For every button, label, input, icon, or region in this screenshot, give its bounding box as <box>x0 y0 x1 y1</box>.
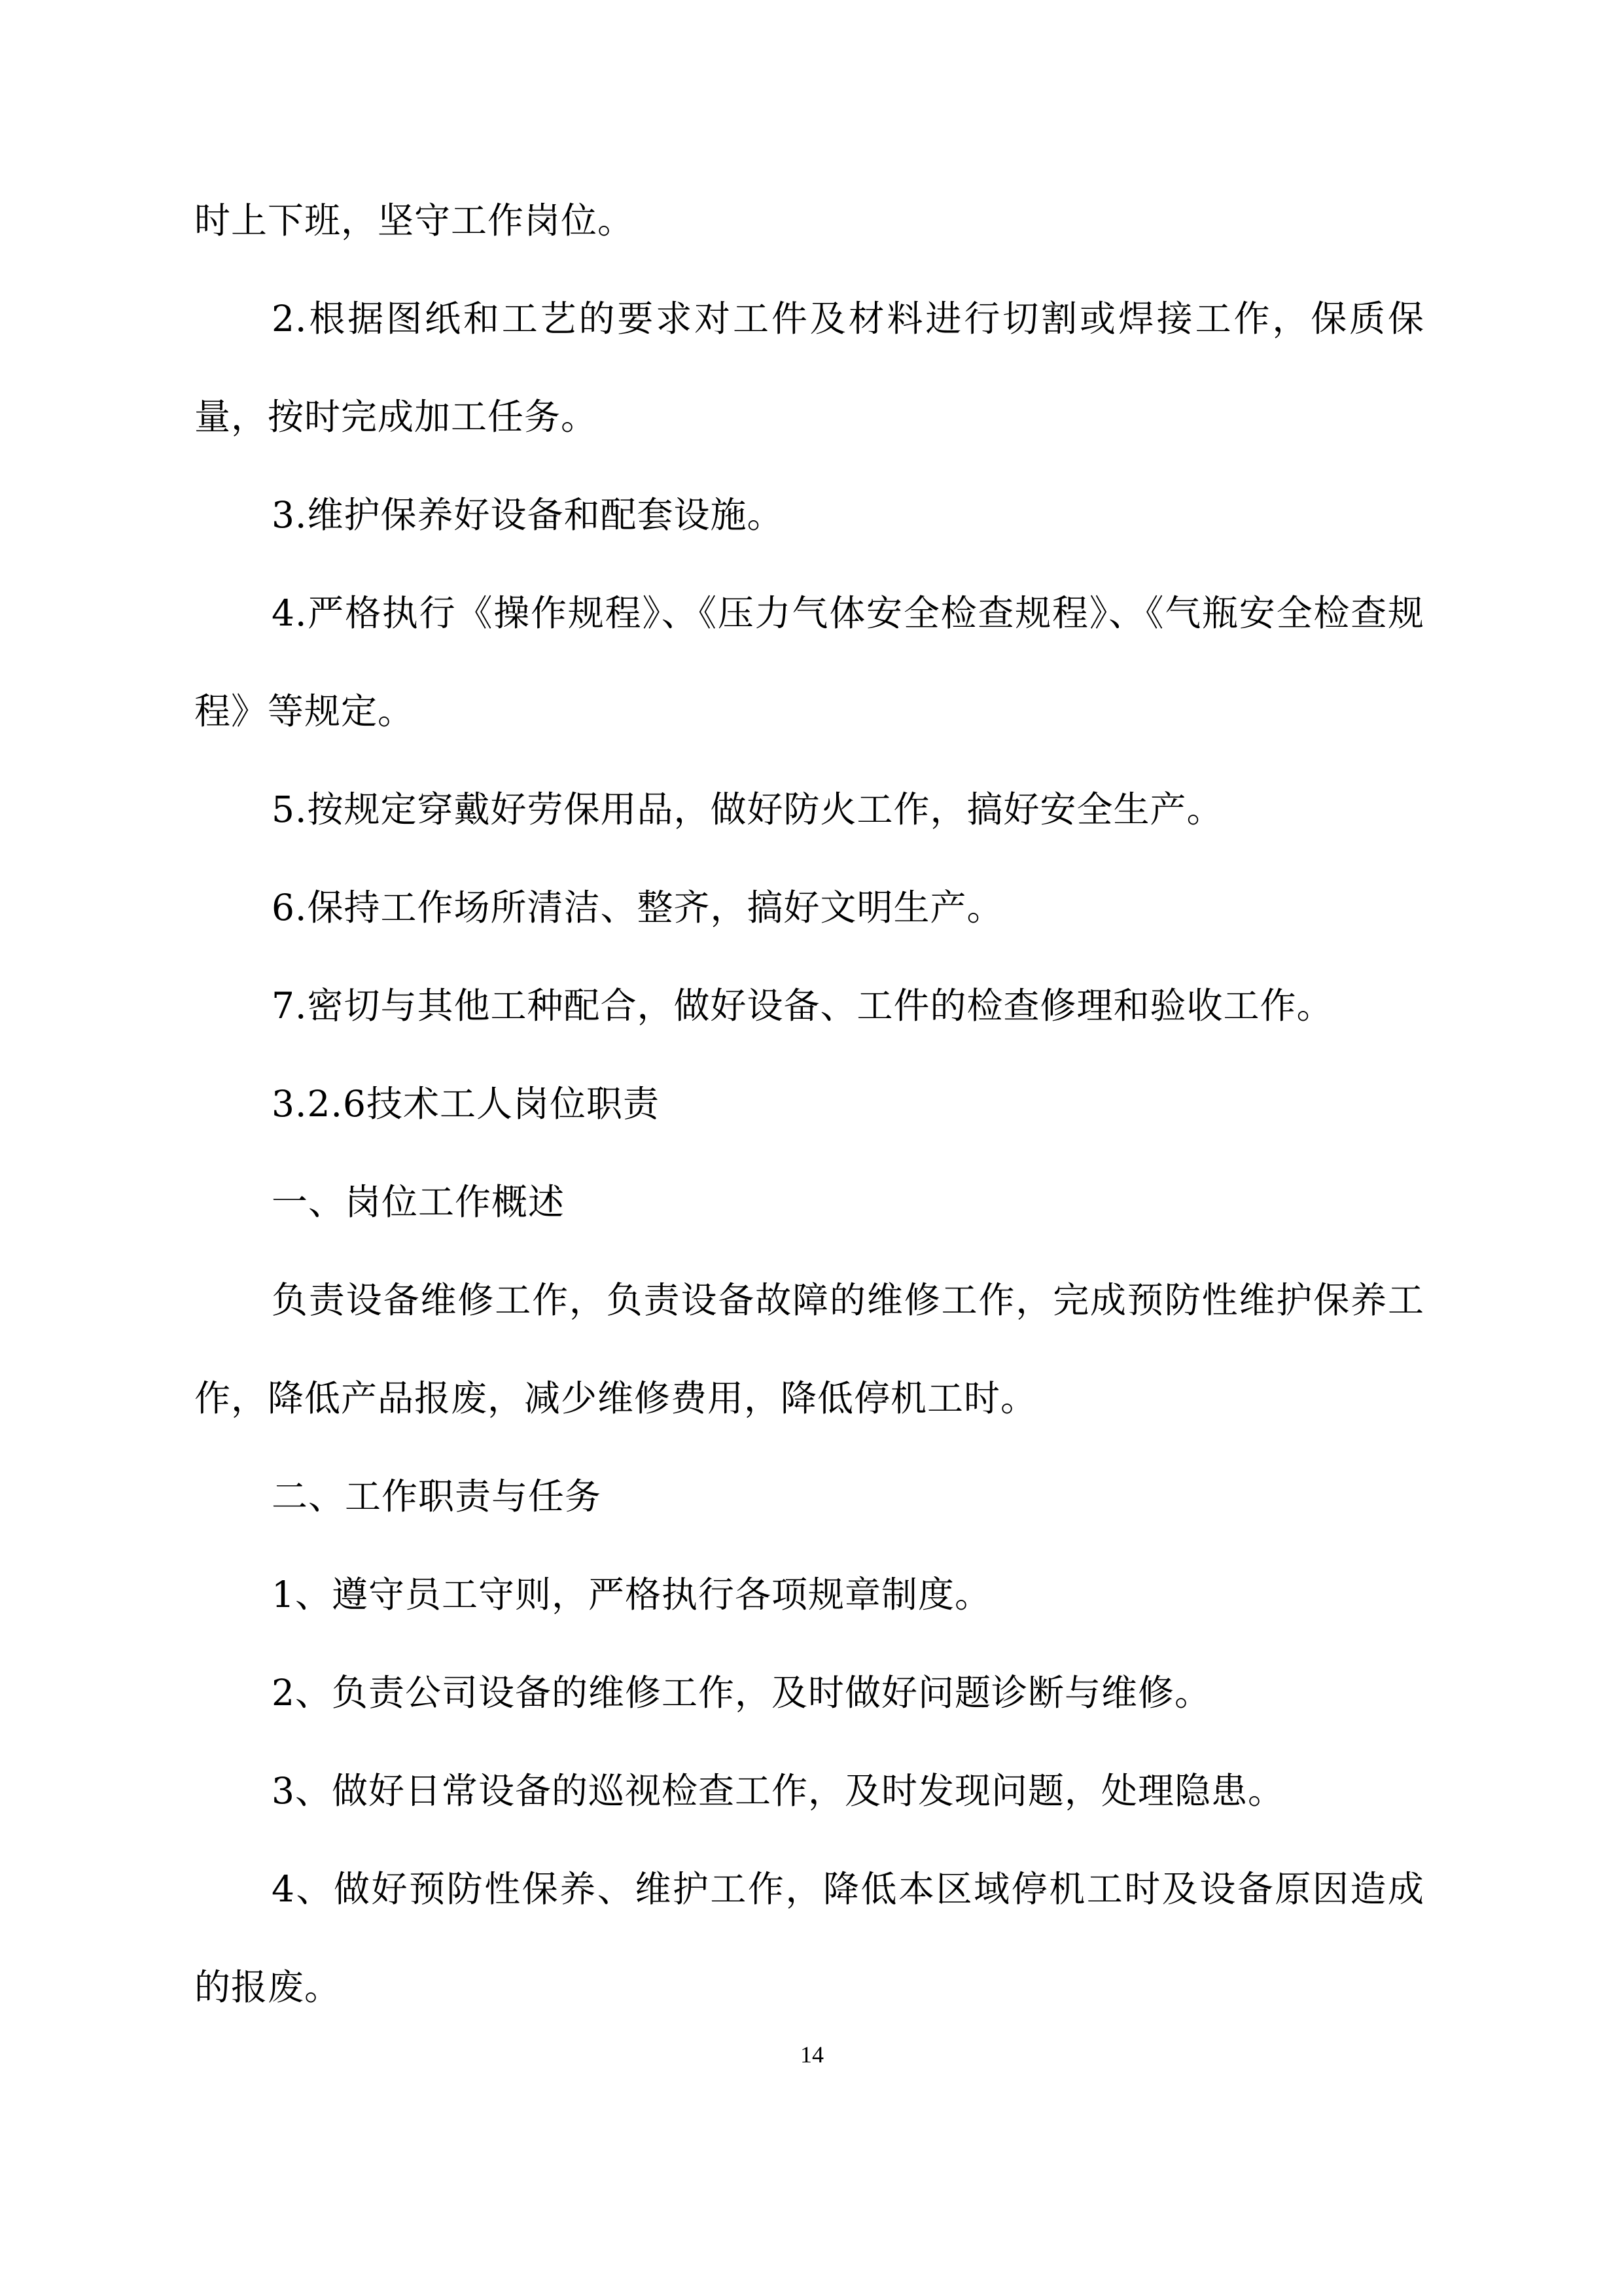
subsection-heading-duties: 二、工作职责与任务 <box>272 1475 602 1517</box>
duty-item-3: 3、做好日常设备的巡视检查工作，及时发现问题，处理隐患。 <box>272 1770 1284 1812</box>
paragraph-continuation: 时上下班，坚守工作岗位。 <box>194 200 635 241</box>
document-body <box>194 171 1424 2036</box>
paragraph-overview: 负责设备维修工作，负责设备故障的维修工作，完成预防性维护保养工作，降低产品报废，减少维修费用，降低停机工时。 <box>194 1279 1424 1419</box>
section-heading: 3.2.6技术工人岗位职责 <box>272 1083 660 1125</box>
paragraph-item-6: 6.保持工作场所清洁、整齐，搞好文明生产。 <box>272 887 1004 928</box>
duty-item-4: 4、做好预防性保养、维护工作，降低本区域停机工时及设备原因造成的报废。 <box>194 1868 1424 2008</box>
duty-item-2: 2、负责公司设备的维修工作，及时做好问题诊断与维修。 <box>272 1672 1211 1714</box>
paragraph-item-7: 7.密切与其他工种配合，做好设备、工件的检查修理和验收工作。 <box>272 985 1333 1027</box>
paragraph-item-5: 5.按规定穿戴好劳保用品，做好防火工作，搞好安全生产。 <box>272 788 1224 830</box>
paragraph-item-3: 3.维护保养好设备和配套设施。 <box>272 494 784 536</box>
duty-item-1: 1、遵守员工守则，严格执行各项规章制度。 <box>272 1574 991 1616</box>
subsection-heading-overview: 一、岗位工作概述 <box>272 1181 565 1223</box>
paragraph-item-4: 4.严格执行《操作规程》、《压力气体安全检查规程》、《气瓶安全检查规程》等规定。 <box>194 592 1424 732</box>
paragraph-item-2: 2.根据图纸和工艺的要求对工件及材料进行切割或焊接工作，保质保量，按时完成加工任务。 <box>194 298 1424 438</box>
page-number: 14 <box>800 2041 824 2068</box>
